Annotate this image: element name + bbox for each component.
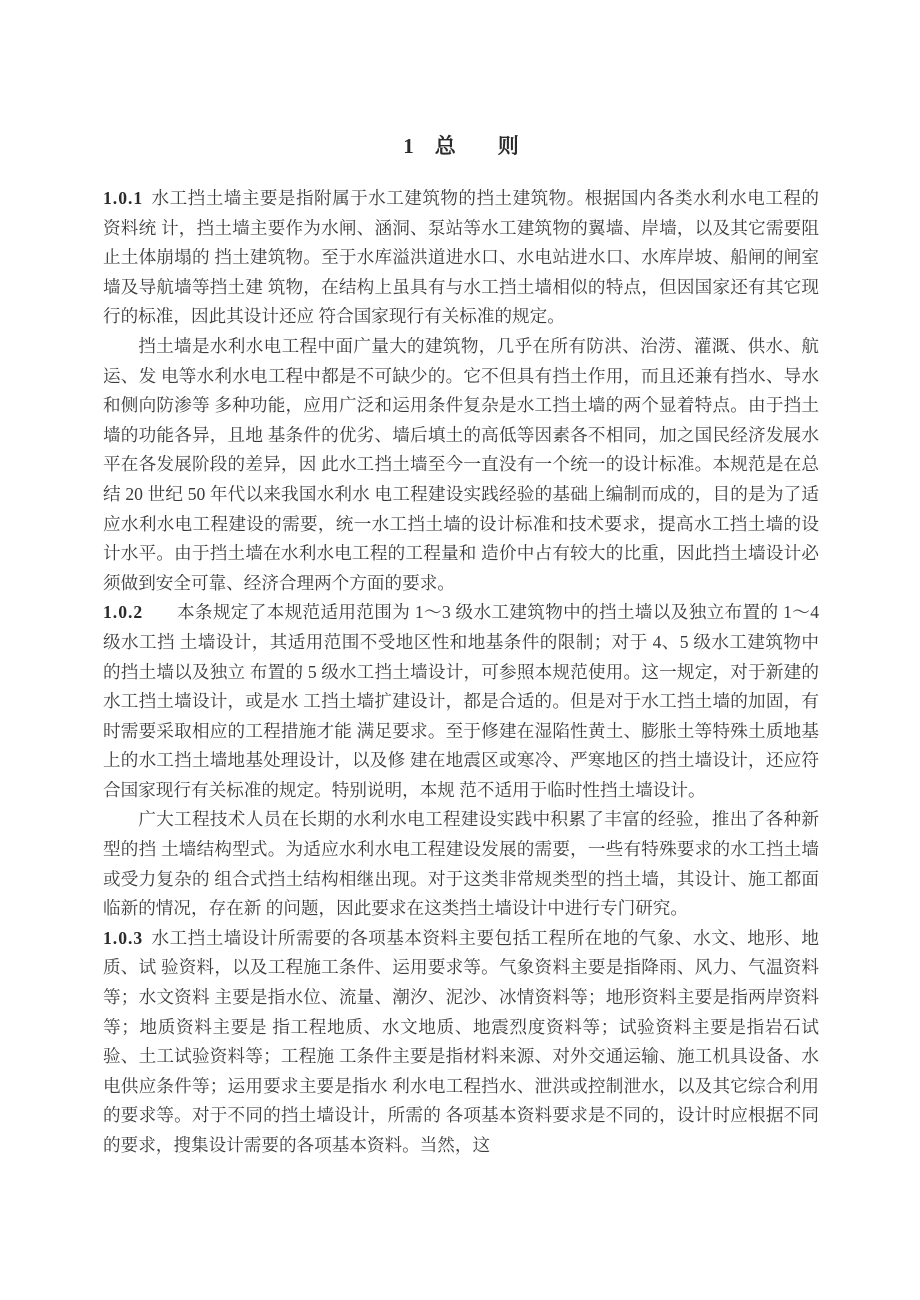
- paragraph-retaining-wall-overview: [103, 332, 819, 598]
- page-title: 1 总 则: [403, 134, 519, 158]
- paragraph-new-wall-types: [103, 805, 819, 923]
- clause-number-1-0-2: 1.0.2: [103, 602, 144, 623]
- clause-number-1-0-1: 1.0.1: [103, 188, 144, 208]
- document-content: [103, 130, 819, 1161]
- paragraph-new-wall-types-text: 广大工程技术人员在长期的水利水电工程建设实践中积累了丰富的经验，推出了各种新型的挡 土墙结构型式。为适应水利水电工程建设发展的需要，一些有特殊要求的水工挡土墙或受力复杂的 组合式挡土结构相继出现。对于这类非常规类型的挡土墙，其设计、施工都面临新的情况，存在新 的问题，因此要求在这类挡土墙设计中进行专门研究。: [103, 809, 819, 919]
- paragraph-1-0-2: [103, 598, 819, 805]
- paragraph-retaining-wall-overview-text: 挡土墙是水利水电工程中面广量大的建筑物，几乎在所有防洪、治涝、灌溉、供水、航运、发 电等水利水电工程中都是不可缺少的。它不但具有挡土作用，而且还兼有挡水、导水和侧向防渗等 多种功能，应用广泛和运用条件复杂是水工挡土墙的两个显着特点。由于挡土墙的功能各异，且地 基条件的优劣、墙后填土的高低等因素各不相同，加之国民经济发展水平在各发展阶段的差异，因 此水工挡土墙至今一直没有一个统一的设计标准。本规范是在总结 20 世纪 50 年代以来我国水利水 电工程建设实践经验的基础上编制而成的，目的是为了适应水利水电工程建设的需要，统一水工挡土墙的设计标准和技术要求，提高水工挡土墙的设计水平。由于挡土墙在水利水电工程的工程量和 造价中占有较大的比重，因此挡土墙设计必须做到安全可靠、经济合理两个方面的要求。: [103, 335, 819, 593]
- paragraph-1-0-2-text: 本条规定了本规范适用范围为 1～3 级水工建筑物中的挡土墙以及独立布置的 1～4 级水工挡 土墙设计，其适用范围不受地区性和地基条件的限制；对于 4、5 级水工建筑物中的挡土墙以及独立 布置的 5 级水工挡土墙设计，可参照本规范使用。这一规定，对于新建的水工挡土墙设计，或是水 工挡土墙扩建设计，都是合适的。但是对于水工挡土墙的加固，有时需要采取相应的工程措施才能 满足要求。至于修建在湿陷性黄土、膨胀土等特殊土质地基上的水工挡土墙地基处理设计，以及修 建在地震区或寒冷、严寒地区的挡土墙设计，还应符合国家现行有关标准的规定。特别说明，本规 范不适用于临时性挡土墙设计。: [103, 602, 819, 800]
- paragraph-1-0-3: [103, 924, 819, 1161]
- paragraph-1-0-1: [103, 184, 819, 332]
- paragraph-1-0-1-text: 水工挡土墙主要是指附属于水工建筑物的挡土建筑物。根据国内各类水利水电工程的资料统 计，挡土墙主要作为水闸、涵洞、泵站等水工建筑物的翼墙、岸墙，以及其它需要阻止土体崩塌的 挡土建筑物。至于水库溢洪道进水口、水电站进水口、水库岸坡、船闸的闸室墙及导航墙等挡土建 筑物，在结构上虽具有与水工挡土墙相似的特点，但因国家还有其它现行的标准，因此其设计还应 符合国家现行有关标准的规定。: [103, 188, 819, 327]
- clause-number-1-0-3: 1.0.3: [103, 927, 144, 948]
- paragraph-1-0-3-text: 水工挡土墙设计所需要的各项基本资料主要包括工程所在地的气象、水文、地形、地质、试 验资料，以及工程施工条件、运用要求等。气象资料主要是指降雨、风力、气温资料等；水文资料 主要是指水位、流量、潮汐、泥沙、冰情资料等；地形资料主要是指两岸资料等；地质资料主要是 指工程地质、水文地质、地震烈度资料等；试验资料主要是指岩石试验、土工试验资料等；工程施 工条件主要是指材料来源、对外交通运输、施工机具设备、水电供应条件等；运用要求主要是指水 利水电工程挡水、泄洪或控制泄水，以及其它综合利用的要求等。对于不同的挡土墙设计，所需的 各项基本资料要求是不同的，设计时应根据不同的要求，搜集设计需要的各项基本资料。当然，这: [103, 927, 819, 1155]
